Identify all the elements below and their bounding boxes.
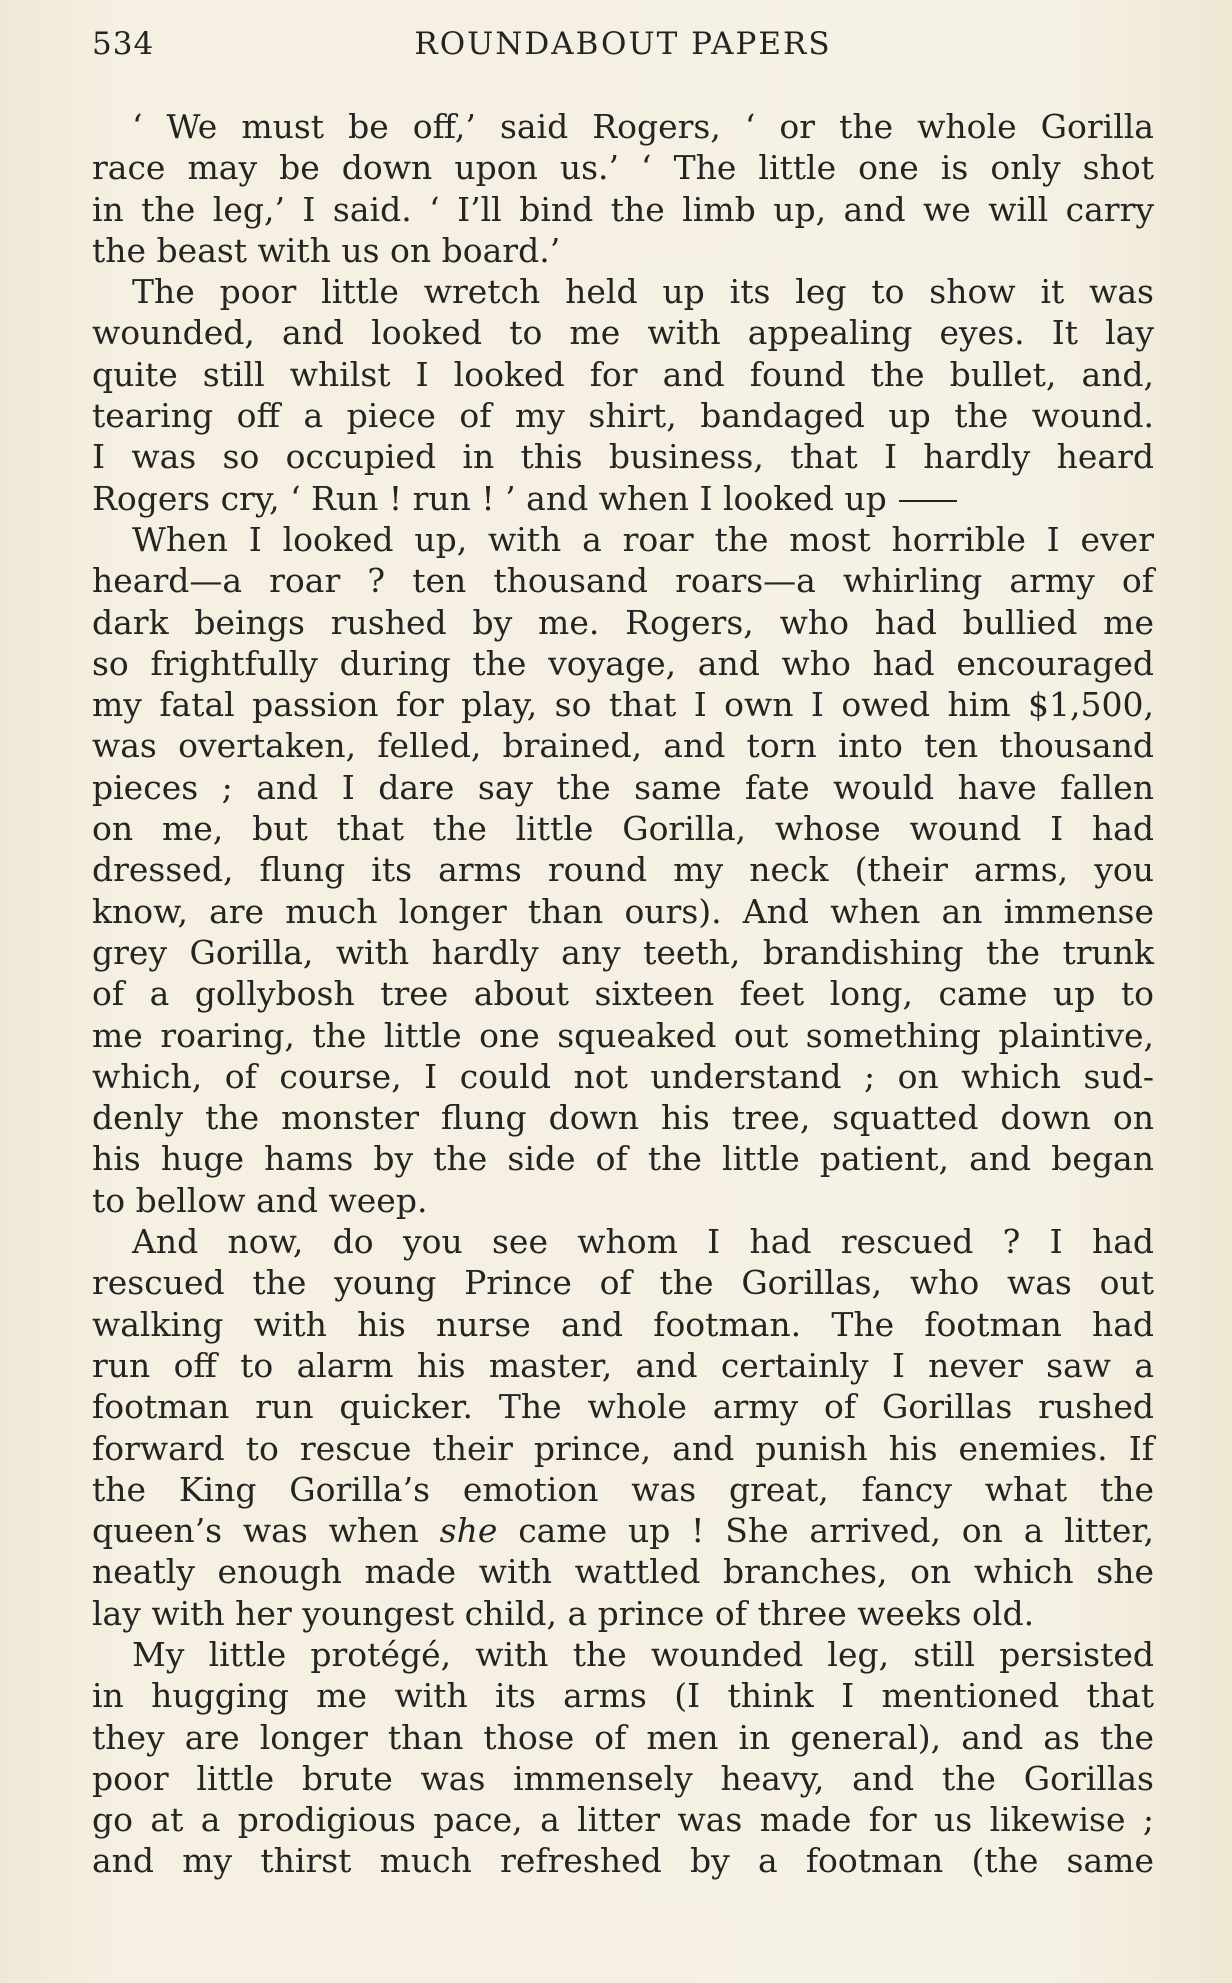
text-line: and my thirst much refreshed by a footman (the same bbox=[92, 1841, 1154, 1881]
text-line: in hugging me with its arms (I think I mentioned that bbox=[92, 1676, 1154, 1716]
text-line: me roaring, the little one squeaked out something plaintive, bbox=[92, 1015, 1154, 1055]
text-line: heard—a roar ? ten thousand roars—a whirling army of bbox=[92, 561, 1154, 601]
em-dash-rule bbox=[899, 500, 957, 502]
text-line: tearing off a piece of my shirt, bandaged up the wound. bbox=[92, 396, 1154, 436]
text-line: denly the monster flung down his tree, squatted down on bbox=[92, 1098, 1154, 1138]
text-line: the King Gorilla’s emotion was great, fancy what the bbox=[92, 1469, 1154, 1509]
text-line: dark beings rushed by me. Rogers, who had bullied me bbox=[92, 602, 1154, 642]
text-line: pieces ; and I dare say the same fate would have fallen bbox=[92, 767, 1154, 807]
text-line: dressed, flung its arms round my neck (their arms, you bbox=[92, 850, 1154, 890]
text-line: quite still whilst I looked for and found the bullet, and, bbox=[92, 354, 1154, 394]
text-fragment: came up ! She arrived, on a litter, bbox=[497, 1511, 1154, 1551]
text-line: The poor little wretch held up its leg to show it was bbox=[132, 272, 1154, 312]
text-fragment: queen’s was when bbox=[92, 1511, 440, 1551]
text-line: My little protégé, with the wounded leg, still persisted bbox=[132, 1634, 1154, 1674]
text-line: forward to rescue their prince, and punish his enemies. If bbox=[92, 1428, 1154, 1468]
page-number: 534 bbox=[92, 26, 155, 62]
text-line: ‘ We must be off,’ said Rogers, ‘ or the whole Gorilla bbox=[132, 107, 1154, 146]
text-line: of a gollybosh tree about sixteen feet long, came up to bbox=[92, 974, 1154, 1014]
text-fragment: Rogers cry, ‘ Run ! run ! ’ and when I looked up bbox=[92, 478, 887, 518]
text-line: walking with his nurse and footman. The footman had bbox=[92, 1304, 1154, 1344]
text-line: his huge hams by the side of the little patient, and began bbox=[92, 1139, 1154, 1179]
text-line-with-italic bbox=[92, 1510, 1154, 1551]
text-line: And now, do you see whom I had rescued ? I had bbox=[132, 1222, 1154, 1262]
text-line: run off to alarm his master, and certainly I never saw a bbox=[92, 1345, 1154, 1385]
text-line: I was so occupied in this business, that I hardly heard bbox=[92, 437, 1154, 477]
text-line: my fatal passion for play, so that I own I owed him $1,500, bbox=[92, 685, 1154, 725]
text-line: on me, but that the little Gorilla, whose wound I had bbox=[92, 809, 1154, 849]
text-line: neatly enough made with wattled branches, on which she bbox=[92, 1552, 1154, 1592]
text-line: wounded, and looked to me with appealing eyes. It lay bbox=[92, 313, 1154, 353]
text-line: to bellow and weep. bbox=[92, 1180, 428, 1220]
text-line: was overtaken, felled, brained, and torn into ten thousand bbox=[92, 726, 1154, 766]
text-line: the beast with us on board.’ bbox=[92, 230, 561, 270]
text-line: rescued the young Prince of the Gorillas, who was out bbox=[92, 1263, 1154, 1303]
text-line: which, of course, I could not understand ; on which sud- bbox=[92, 1056, 1154, 1096]
text-line: know, are much longer than ours). And when an immense bbox=[92, 891, 1154, 931]
text-line-with-dash bbox=[92, 478, 1154, 519]
text-line: go at a prodigious pace, a litter was made for us likewise ; bbox=[92, 1800, 1154, 1840]
text-line: so frightfully during the voyage, and who had encouraged bbox=[92, 643, 1154, 683]
body-text bbox=[92, 106, 1154, 1882]
text-line: poor little brute was immensely heavy, and the Gorillas bbox=[92, 1758, 1154, 1798]
text-line: footman run quicker. The whole army of Gorillas rushed bbox=[92, 1387, 1154, 1427]
running-head bbox=[92, 26, 1154, 70]
text-line: in the leg,’ I said. ‘ I’ll bind the limb up, and we will carry bbox=[92, 189, 1154, 229]
text-line: they are longer than those of men in general), and as the bbox=[92, 1717, 1154, 1757]
text-line: lay with her youngest child, a prince of three weeks old. bbox=[92, 1593, 1035, 1633]
running-title: ROUNDABOUT PAPERS bbox=[414, 26, 832, 62]
text-line: When I looked up, with a roar the most horrible I ever bbox=[132, 519, 1154, 559]
text-line: race may be down upon us.’ ‘ The little one is only shot bbox=[92, 148, 1154, 188]
italic-emphasis: she bbox=[439, 1511, 498, 1551]
text-line: grey Gorilla, with hardly any teeth, brandishing the trunk bbox=[92, 932, 1154, 972]
